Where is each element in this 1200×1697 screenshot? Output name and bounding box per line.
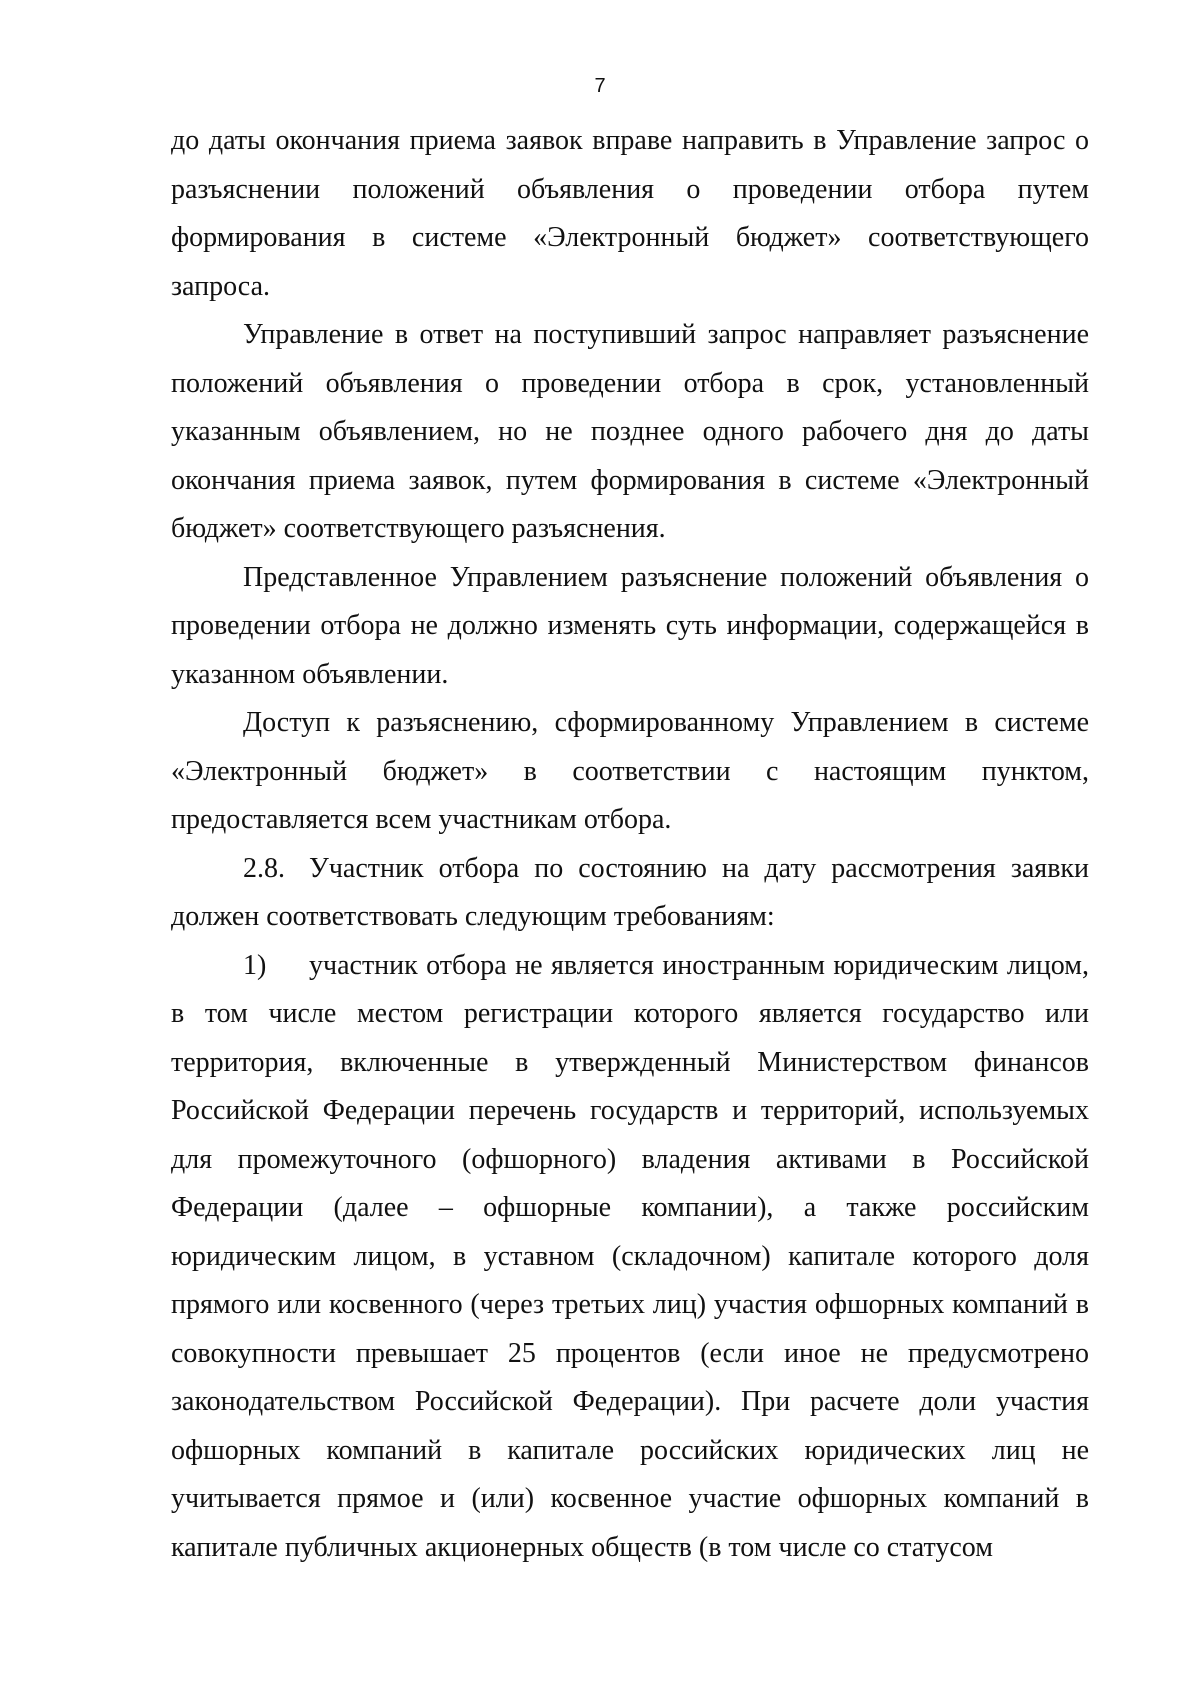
requirement-item-1-number: 1)	[243, 949, 267, 981]
paragraph-clarification-response: Управление в ответ на поступивший запрос направляет разъяснение положений объявления о проведении отбора в срок, установленный указанным объявлением, но не позднее одного рабочего дня до даты окончания приема заявок, путем формирования в системе «Электронный бюджет» соответствующего разъяснения.	[171, 319, 1089, 544]
section-2-8	[171, 845, 1089, 942]
requirement-item-1-text: участник отбора не является иностранным юридическим лицом, в том числе местом регистрации которого является государство или территория, включенные в утвержденный Министерством финансов Российской Федерации перечень государств и территорий, используемых для промежуточного (офшорного) владения активами в Российской Федерации (далее – офшорные компании), а также российским юридическим лицом, в уставном (складочном) капитале которого доля прямого или косвенного (через третьих лиц) участия офшорных компаний в совокупности превышает 25 процентов (если иное не предусмотрено законодательством Российской Федерации). При расчете доли участия офшорных компаний в капитале российских юридических лиц не учитывается прямое и (или) косвенное участие офшорных компаний в капитале публичных акционерных обществ (в том числе со статусом	[171, 949, 1089, 1563]
section-2-8-text: Участник отбора по состоянию на дату рассмотрения заявки должен соответствовать следующим требованиям:	[171, 852, 1089, 932]
paragraph-clarification-access: Доступ к разъяснению, сформированному Управлением в системе «Электронный бюджет» в соответствии с настоящим пунктом, предоставляется всем участникам отбора.	[171, 707, 1089, 835]
requirement-item-1	[171, 942, 1089, 1573]
document-body	[171, 117, 1089, 1572]
paragraph-clarification-content: Представленное Управлением разъяснение положений объявления о проведении отбора не должно изменять суть информации, содержащейся в указанном объявлении.	[171, 561, 1089, 690]
paragraph-continuation: до даты окончания приема заявок вправе направить в Управление запрос о разъяснении положений объявления о проведении отбора путем формирования в системе «Электронный бюджет» соответствующего запроса.	[171, 125, 1089, 302]
page-number: 7	[594, 75, 606, 97]
section-2-8-number: 2.8.	[243, 852, 285, 884]
